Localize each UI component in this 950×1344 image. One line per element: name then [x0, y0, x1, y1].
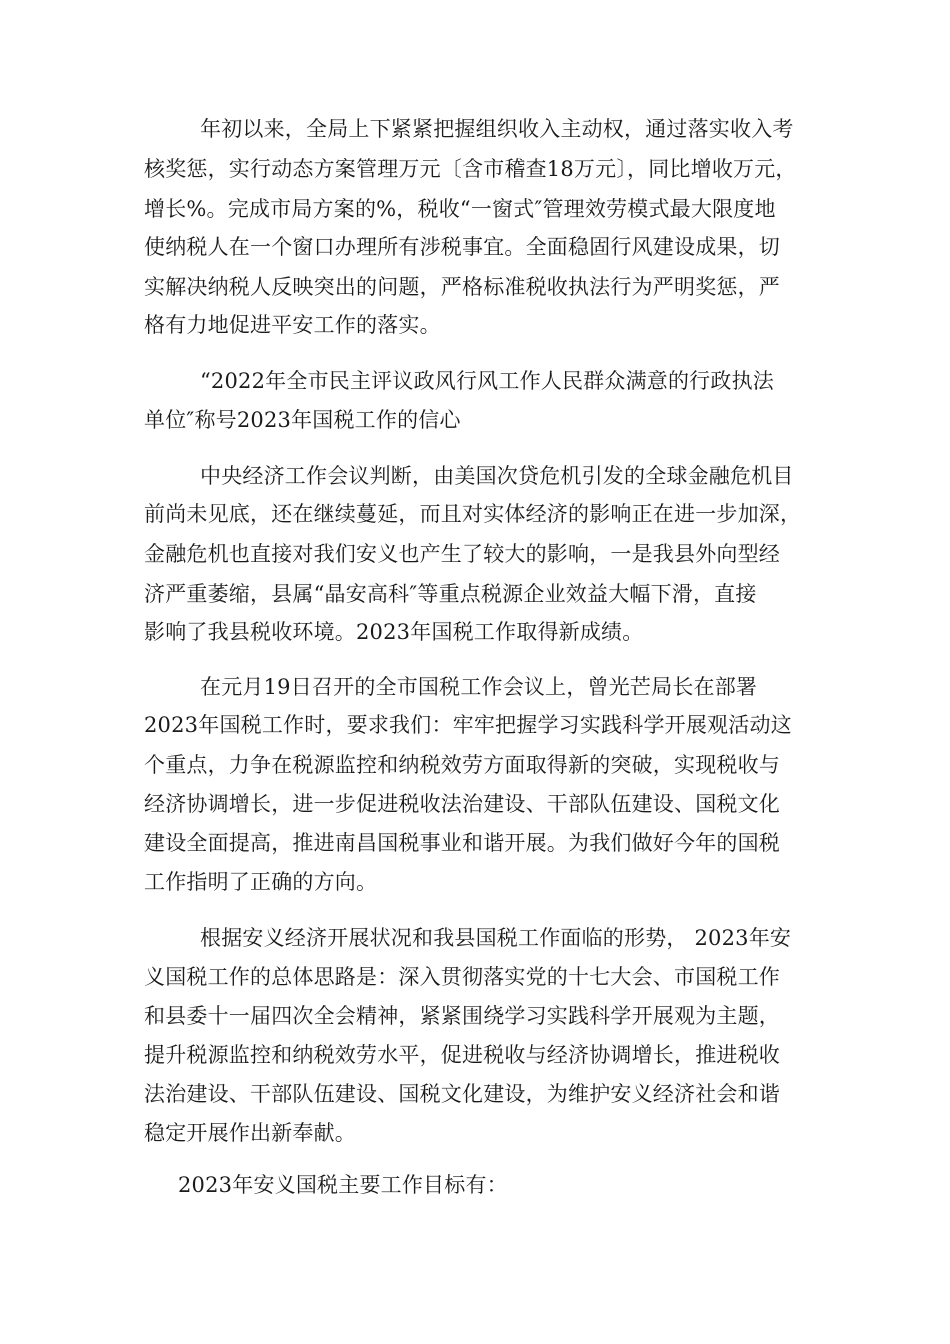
- paragraph-5-line-2: 义国税工作的总体思路是：深入贯彻落实党的十七大会、市国税工作: [144, 965, 780, 989]
- paragraph-5-line-6: 稳定开展作出新奉献。: [144, 1121, 356, 1145]
- paragraph-3-line-2: 前尚未见底，还在继续蔓延，而且对实体经济的影响正在进一步加深，: [144, 502, 802, 526]
- paragraph-4-line-5: 建设全面提高，推进南昌国税事业和谐开展。为我们做好今年的国税: [144, 831, 780, 855]
- paragraph-5-line-3: 和县委十一届四次全会精神，紧紧围绕学习实践科学开展观为主题，: [144, 1004, 780, 1028]
- paragraph-4-line-4: 经济协调增长，进一步促进税收法治建设、干部队伍建设、国税文化: [144, 792, 780, 816]
- paragraph-5-line-5: 法治建设、干部队伍建设、国税文化建设，为维护安义经济社会和谐: [144, 1082, 780, 1106]
- paragraph-2-line-2: 单位″称号2023年国税工作的信心: [144, 408, 461, 432]
- paragraph-4-line-1: 在元月19日召开的全市国税工作会议上，曾光芒局长在部署: [200, 675, 758, 699]
- paragraph-3-line-4: 济严重萎缩，县属“晶安高科″等重点税源企业效益大幅下滑，直接: [144, 582, 757, 606]
- paragraph-4-line-2: 2023年国税工作时，要求我们：牢牢把握学习实践科学开展观活动这: [144, 713, 792, 737]
- paragraph-1-line-3: 增长%。完成市局方案的%，税收“一窗式″管理效劳模式最大限度地: [144, 197, 776, 221]
- paragraph-1-line-4: 使纳税人在一个窗口办理所有涉税事宜。全面稳固行风建设成果，切: [144, 235, 780, 259]
- paragraph-3-line-1: 中央经济工作会议判断，由美国次贷危机引发的全球金融危机目: [200, 464, 794, 488]
- paragraph-1-line-1: 年初以来，全局上下紧紧把握组织收入主动权，通过落实收入考: [200, 117, 794, 141]
- paragraph-1-line-5: 实解决纳税人反映突出的问题，严格标准税收执法行为严明奖惩，严: [144, 275, 780, 299]
- paragraph-5-line-1: 根据安义经济开展状况和我县国税工作面临的形势， 2023年安: [200, 926, 792, 950]
- paragraph-5-line-4: 提升税源监控和纳税效劳水平，促进税收与经济协调增长，推进税收: [144, 1043, 780, 1067]
- paragraph-3-line-5: 影响了我县税收环境。2023年国税工作取得新成绩。: [144, 620, 644, 644]
- paragraph-3-line-3: 金融危机也直接对我们安义也产生了较大的影响，一是我县外向型经: [144, 542, 780, 566]
- paragraph-2-line-1: “2022年全市民主评议政风行风工作人民群众满意的行政执法: [200, 369, 774, 393]
- paragraph-6-line-1: 2023年安义国税主要工作目标有：: [178, 1173, 508, 1197]
- paragraph-4-line-6: 工作指明了正确的方向。: [144, 870, 378, 894]
- paragraph-1-line-2: 核奖惩，实行动态方案管理万元〔含市稽查18万元〕，同比增收万元，: [144, 157, 797, 181]
- paragraph-4-line-3: 个重点，力争在税源监控和纳税效劳方面取得新的突破，实现税收与: [144, 753, 780, 777]
- paragraph-1-line-6: 格有力地促进平安工作的落实。: [144, 313, 441, 337]
